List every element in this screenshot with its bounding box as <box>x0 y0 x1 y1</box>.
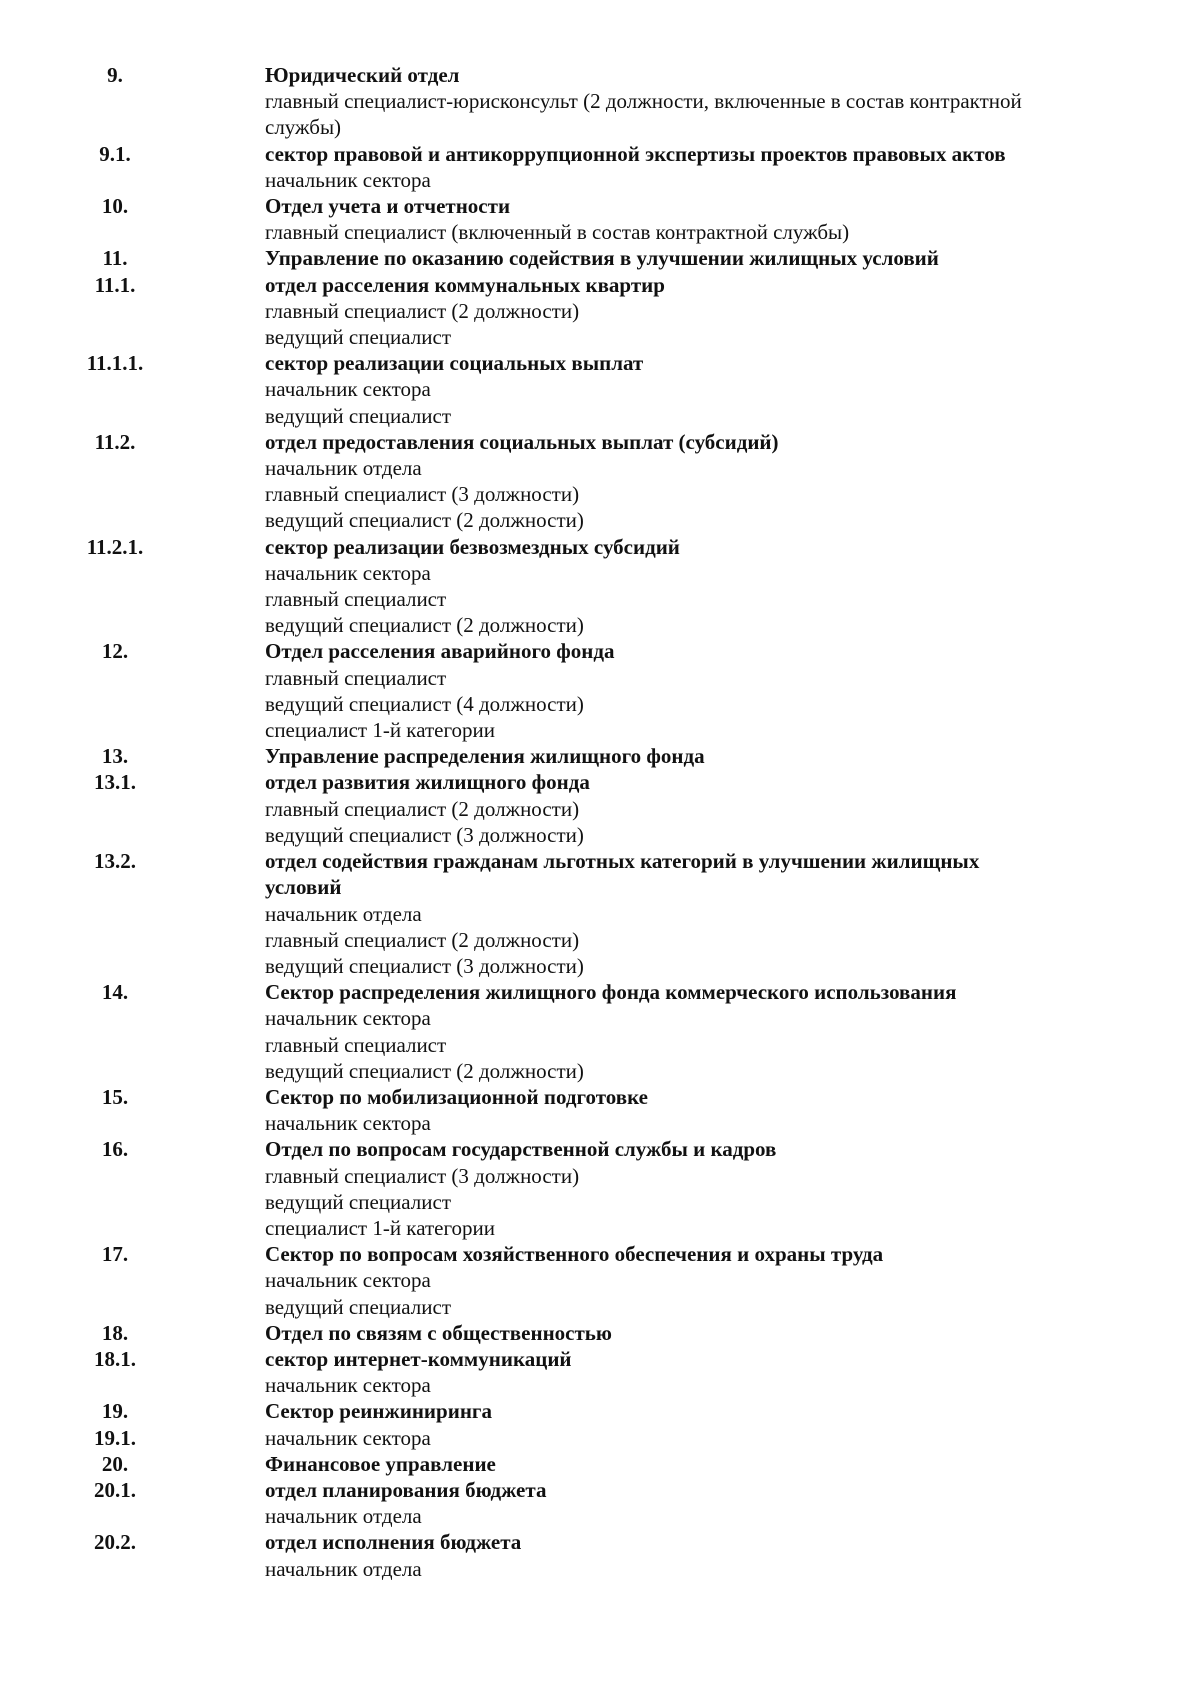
position-row <box>0 1372 1200 1398</box>
position-row <box>0 507 1200 533</box>
position-row <box>0 219 1200 245</box>
unit-heading-row <box>0 1320 1200 1346</box>
position-row <box>0 376 1200 402</box>
unit-title: Финансовое управление <box>265 1451 496 1476</box>
position-text: начальник отдела <box>265 1504 422 1529</box>
position-row <box>0 901 1200 927</box>
position-text: ведущий специалист <box>265 325 451 350</box>
unit-heading-row <box>0 1136 1200 1162</box>
position-row <box>0 88 1200 140</box>
position-text: ведущий специалист <box>265 1294 451 1319</box>
position-row <box>0 586 1200 612</box>
unit-heading-row <box>0 1084 1200 1110</box>
position-text: главный специалист (включенный в состав контрактной службы) <box>265 220 850 245</box>
item-number: 9. <box>107 63 123 87</box>
unit-heading-row <box>0 62 1200 88</box>
position-row <box>0 1267 1200 1293</box>
position-row <box>0 1163 1200 1189</box>
unit-heading-row <box>0 272 1200 298</box>
position-text: начальник сектора <box>265 1111 431 1136</box>
unit-title: Сектор распределения жилищного фонда коммерческого использования <box>265 980 957 1005</box>
unit-heading-row <box>0 350 1200 376</box>
item-number: 19.1. <box>94 1425 136 1450</box>
position-text: главный специалист <box>265 665 447 690</box>
position-row <box>0 927 1200 953</box>
unit-heading-row <box>0 1529 1200 1555</box>
item-number: 20. <box>101 1451 129 1476</box>
position-row <box>0 1058 1200 1084</box>
position-text: главный специалист (2 должности) <box>265 927 580 952</box>
position-row <box>0 455 1200 481</box>
position-row <box>0 691 1200 717</box>
item-number: 12. <box>101 639 129 664</box>
position-text: ведущий специалист (4 должности) <box>265 691 584 716</box>
unit-title: Сектор реинжиниринга <box>265 1399 492 1424</box>
position-row <box>0 953 1200 979</box>
item-number: 18.1. <box>94 1346 136 1371</box>
position-row <box>0 1215 1200 1241</box>
position-row <box>0 1294 1200 1320</box>
position-row <box>0 481 1200 507</box>
item-number: 11.2. <box>94 429 136 454</box>
position-row <box>0 822 1200 848</box>
item-number: 10. <box>101 194 129 219</box>
position-row <box>0 717 1200 743</box>
item-number: 16. <box>101 1137 129 1162</box>
unit-title: отдел расселения коммунальных квартир <box>265 272 665 297</box>
unit-title: Сектор по мобилизационной подготовке <box>265 1084 648 1109</box>
item-number: 15. <box>101 1084 129 1109</box>
position-text: главный специалист <box>265 587 447 612</box>
item-number: 18. <box>101 1320 129 1345</box>
position-row <box>0 1556 1200 1582</box>
position-text: ведущий специалист (3 должности) <box>265 822 584 847</box>
position-row <box>0 403 1200 429</box>
item-number: 11. <box>102 246 128 271</box>
position-text: начальник отдела <box>265 901 422 926</box>
unit-heading-row <box>0 141 1200 167</box>
position-text: начальник сектора <box>265 1373 431 1398</box>
position-text: начальник сектора <box>265 1425 431 1450</box>
position-row <box>0 1110 1200 1136</box>
position-text: начальник сектора <box>265 560 431 585</box>
position-text: ведущий специалист (2 должности) <box>265 613 584 638</box>
item-number: 13.2. <box>94 849 136 874</box>
unit-title: сектор правовой и антикоррупционной экспертизы проектов правовых актов <box>265 141 1006 166</box>
unit-title: Отдел учета и отчетности <box>265 194 511 219</box>
unit-title: отдел планирования бюджета <box>265 1477 547 1502</box>
unit-heading-row <box>0 1451 1200 1477</box>
unit-heading-row <box>0 769 1200 795</box>
position-text: начальник сектора <box>265 167 431 192</box>
item-number: 17. <box>101 1242 129 1267</box>
position-text: начальник отдела <box>265 1556 422 1581</box>
position-row <box>0 1189 1200 1215</box>
position-text: начальник сектора <box>265 377 431 402</box>
position-text: ведущий специалист (2 должности) <box>265 508 584 533</box>
position-text: начальник отдела <box>265 456 422 481</box>
unit-title: Юридический отдел <box>265 63 460 87</box>
unit-title: отдел предоставления социальных выплат (субсидий) <box>265 429 779 454</box>
item-number: 20.1. <box>94 1477 136 1502</box>
item-number: 11.2.1. <box>86 534 144 559</box>
unit-heading-row <box>0 848 1200 900</box>
position-text: ведущий специалист <box>265 403 451 428</box>
unit-heading-row <box>0 429 1200 455</box>
position-row <box>0 1503 1200 1529</box>
position-row <box>0 560 1200 586</box>
document-page <box>0 62 1200 1582</box>
position-text: начальник сектора <box>265 1268 431 1293</box>
unit-title: Отдел расселения аварийного фонда <box>265 639 615 664</box>
item-number: 13.1. <box>94 770 136 795</box>
unit-title: сектор реализации безвозмездных субсидий <box>265 534 680 559</box>
unit-heading-row <box>0 1346 1200 1372</box>
position-text: ведущий специалист (2 должности) <box>265 1058 584 1083</box>
unit-title: Отдел по вопросам государственной службы и кадров <box>265 1137 777 1162</box>
position-row <box>0 1005 1200 1031</box>
position-text: главный специалист (2 должности) <box>265 796 580 821</box>
staff-structure-list <box>0 62 1200 1582</box>
position-row <box>0 1425 1200 1451</box>
position-text: главный специалист <box>265 1032 447 1057</box>
unit-title: Отдел по связям с общественностью <box>265 1320 612 1345</box>
unit-title: Управление распределения жилищного фонда <box>265 744 705 769</box>
position-row <box>0 1032 1200 1058</box>
position-row <box>0 324 1200 350</box>
position-text: ведущий специалист <box>265 1189 451 1214</box>
unit-title: Сектор по вопросам хозяйственного обеспечения и охраны труда <box>265 1242 884 1267</box>
unit-title: отдел содействия гражданам льготных категорий в улучшении жилищных условий <box>265 849 980 900</box>
unit-title: Управление по оказанию содействия в улучшении жилищных условий <box>265 246 939 271</box>
unit-heading-row <box>0 1241 1200 1267</box>
unit-heading-row <box>0 743 1200 769</box>
unit-heading-row <box>0 193 1200 219</box>
position-text: главный специалист-юрисконсульт (2 должности, включенные в состав контрактной службы) <box>265 89 1022 140</box>
unit-heading-row <box>0 638 1200 664</box>
position-text: главный специалист (3 должности) <box>265 482 580 507</box>
position-text: главный специалист (2 должности) <box>265 298 580 323</box>
item-number: 19. <box>101 1399 129 1424</box>
position-text: начальник сектора <box>265 1006 431 1031</box>
item-number: 11.1.1. <box>86 351 144 376</box>
position-row <box>0 665 1200 691</box>
unit-title: сектор интернет-коммуникаций <box>265 1346 572 1371</box>
position-text: специалист 1-й категории <box>265 1215 496 1240</box>
item-number: 14. <box>101 980 129 1005</box>
unit-heading-row <box>0 534 1200 560</box>
position-text: специалист 1-й категории <box>265 718 496 743</box>
position-row <box>0 167 1200 193</box>
position-row <box>0 796 1200 822</box>
position-text: главный специалист (3 должности) <box>265 1163 580 1188</box>
item-number: 20.2. <box>94 1530 136 1555</box>
item-number: 9.1. <box>99 141 131 166</box>
unit-heading-row <box>0 1477 1200 1503</box>
position-text: ведущий специалист (3 должности) <box>265 953 584 978</box>
unit-title: отдел исполнения бюджета <box>265 1530 522 1555</box>
item-number: 13. <box>101 744 129 769</box>
position-row <box>0 612 1200 638</box>
item-number: 11.1. <box>94 272 136 297</box>
unit-heading-row <box>0 1398 1200 1424</box>
unit-title: отдел развития жилищного фонда <box>265 770 590 795</box>
unit-heading-row <box>0 979 1200 1005</box>
unit-heading-row <box>0 245 1200 271</box>
position-row <box>0 298 1200 324</box>
unit-title: сектор реализации социальных выплат <box>265 351 644 376</box>
